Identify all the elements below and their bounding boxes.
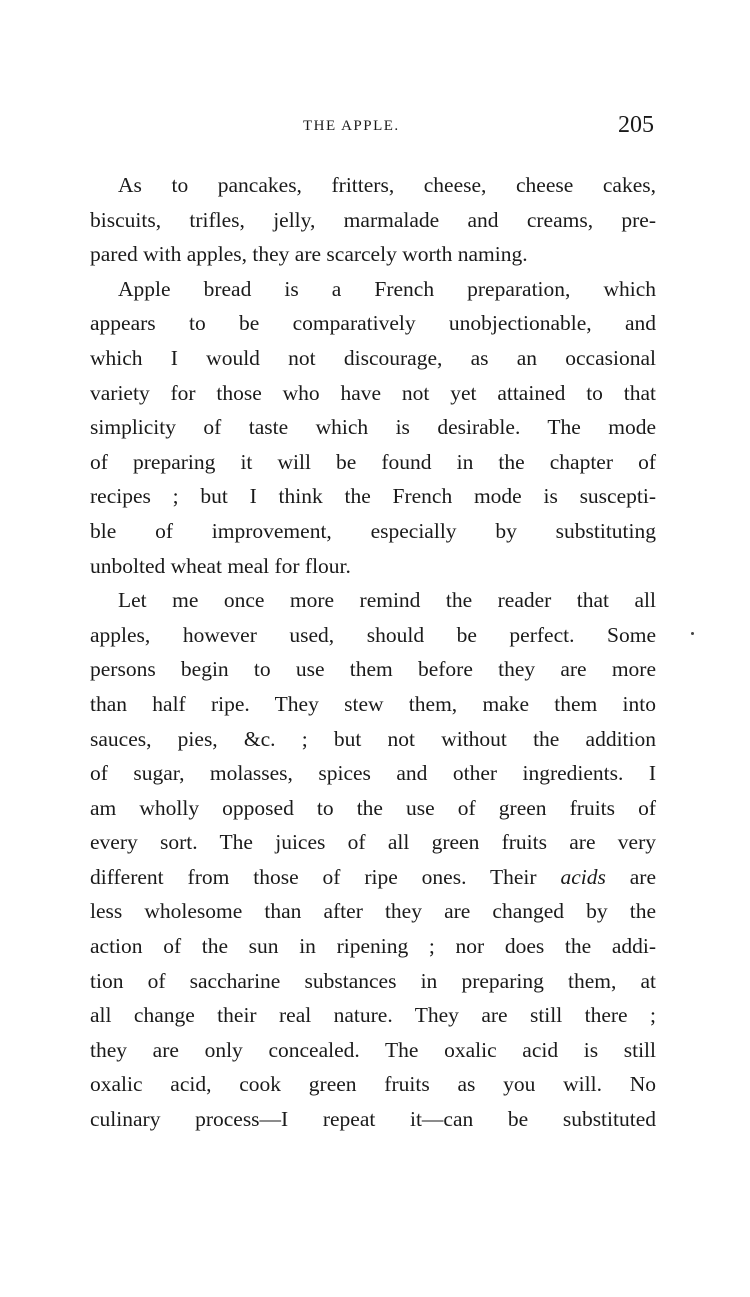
text-line: ble of improvement, especially by substituting (90, 518, 656, 543)
text-line: As to pancakes, fritters, cheese, cheese cakes, (118, 173, 656, 197)
text-line: culinary process—I repeat it—can be substituted (90, 1107, 656, 1132)
text-line: than half ripe. They stew them, make them into (90, 691, 656, 716)
text-line: which I would not discourage, as an occasional (90, 345, 656, 370)
italic-word: acids (560, 864, 606, 889)
running-title: THE APPLE. (303, 118, 400, 134)
text-line: they are only concealed. The oxalic acid is still (90, 1037, 656, 1062)
ink-speck (691, 632, 694, 635)
text-line: pared with apples, they are scarcely worth naming. (90, 242, 528, 267)
text-line: action of the sun in ripening ; nor does the addi- (90, 934, 656, 959)
text-segment: are (605, 864, 656, 889)
text-line: of sugar, molasses, spices and other ingredients. I (90, 761, 656, 786)
text-line: unbolted wheat meal for flour. (90, 553, 351, 578)
page-body (90, 168, 656, 1137)
text-line: appears to be comparatively unobjectionable, and (90, 311, 656, 336)
text-line (90, 860, 656, 895)
text-line: every sort. The juices of all green fruits are very (90, 830, 656, 855)
text-line: persons begin to use them before they are more (90, 657, 656, 682)
page-header (90, 112, 654, 146)
text-line: all change their real nature. They are still there ; (90, 1003, 656, 1028)
text-line: Let me once more remind the reader that all (118, 588, 656, 613)
text-line: of preparing it will be found in the chapter of (90, 449, 656, 474)
text-line: tion of saccharine substances in preparing them, at (90, 968, 656, 993)
text-line: simplicity of taste which is desirable. The mode (90, 415, 656, 440)
text-line: variety for those who have not yet attained to that (90, 380, 656, 405)
page-number: 205 (618, 112, 654, 138)
text-line: recipes ; but I think the French mode is suscepti- (90, 484, 656, 509)
text-line: Apple bread is a French preparation, which (118, 276, 656, 301)
text-line: am wholly opposed to the use of green fruits of (90, 795, 656, 820)
text-line: less wholesome than after they are changed by the (90, 899, 656, 924)
text-line: sauces, pies, &c. ; but not without the addition (90, 726, 656, 751)
text-line: oxalic acid, cook green fruits as you will. No (90, 1072, 656, 1097)
text-line: apples, however used, should be perfect. Some (90, 622, 656, 647)
text-segment: different from those of ripe ones. Their (90, 864, 561, 889)
text-line: biscuits, trifles, jelly, marmalade and creams, pre- (90, 207, 656, 232)
